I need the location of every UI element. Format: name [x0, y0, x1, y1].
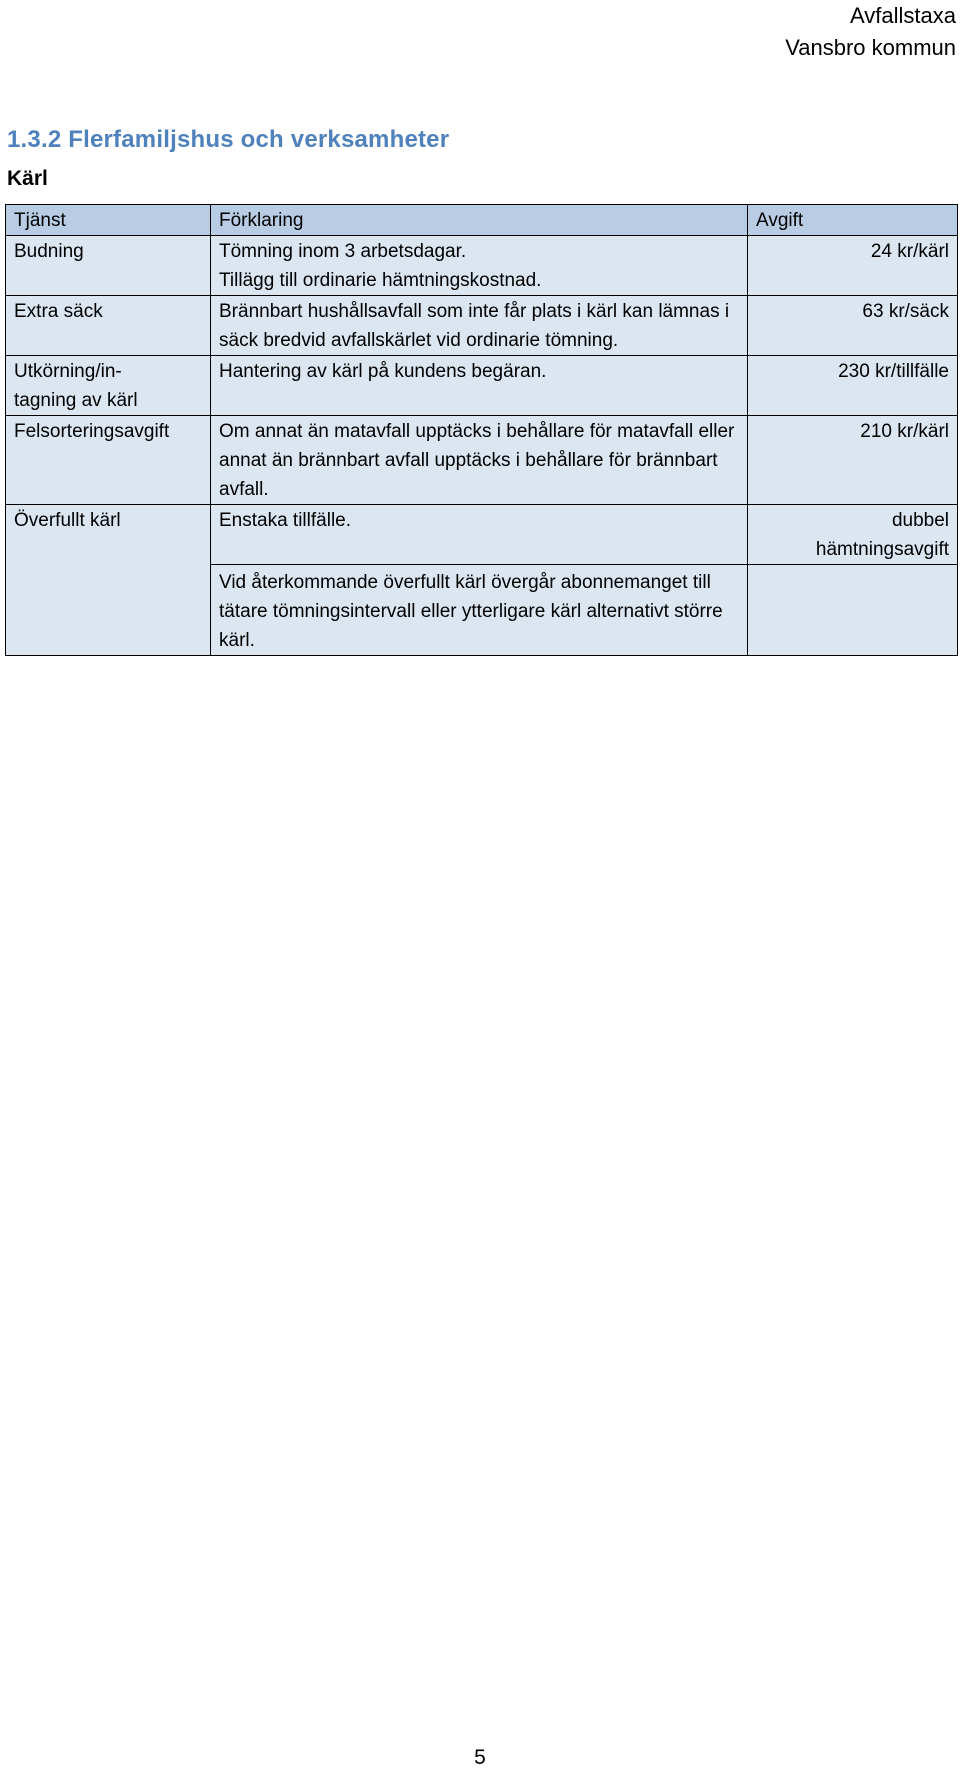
service-cell: Extra säck [6, 296, 211, 356]
header-municipality: Vansbro kommun [785, 35, 956, 60]
service-cell: Budning [6, 236, 211, 296]
table-row [6, 296, 958, 356]
service-cell: Utkörning/in- tagning av kärl [6, 356, 211, 416]
column-header-description: Förklaring [211, 205, 748, 236]
service-cell: Felsorteringsavgift [6, 416, 211, 505]
column-header-fee: Avgift [748, 205, 958, 236]
fee-cell: 24 kr/kärl [748, 236, 958, 296]
fee-cell-empty [748, 565, 958, 656]
fee-cell: 63 kr/säck [748, 296, 958, 356]
description-continuation-cell: Vid återkommande överfullt kärl övergår abonnemanget till tätare tömningsintervall eller ytterligare kärl alternativt större kärl. [211, 565, 748, 656]
page-number: 5 [474, 1746, 486, 1769]
sub-heading: Kärl [7, 167, 48, 190]
table-row [6, 236, 958, 296]
section-heading: 1.3.2 Flerfamiljshus och verksamheter [7, 126, 450, 153]
column-header-service: Tjänst [6, 205, 211, 236]
fee-table [5, 204, 958, 656]
table-row [6, 505, 958, 565]
table-header-row [6, 205, 958, 236]
table-row [6, 416, 958, 505]
description-cell: Tömning inom 3 arbetsdagar. Tillägg till ordinarie hämtningskostnad. [211, 236, 748, 296]
service-cell: Överfullt kärl [6, 505, 211, 656]
description-cell: Enstaka tillfälle. [211, 505, 748, 565]
fee-cell: 210 kr/kärl [748, 416, 958, 505]
description-cell: Hantering av kärl på kundens begäran. [211, 356, 748, 416]
description-cell: Brännbart hushållsavfall som inte får plats i kärl kan lämnas i säck bredvid avfallskärlet vid ordinarie tömning. [211, 296, 748, 356]
description-cell: Om annat än matavfall upptäcks i behållare för matavfall eller annat än brännbart avfall upptäcks i behållare för brännbart avfall. [211, 416, 748, 505]
table-row [6, 356, 958, 416]
document-header [785, 0, 956, 64]
header-title: Avfallstaxa [850, 3, 956, 28]
fee-cell: dubbel hämtningsavgift [748, 505, 958, 565]
fee-cell: 230 kr/tillfälle [748, 356, 958, 416]
